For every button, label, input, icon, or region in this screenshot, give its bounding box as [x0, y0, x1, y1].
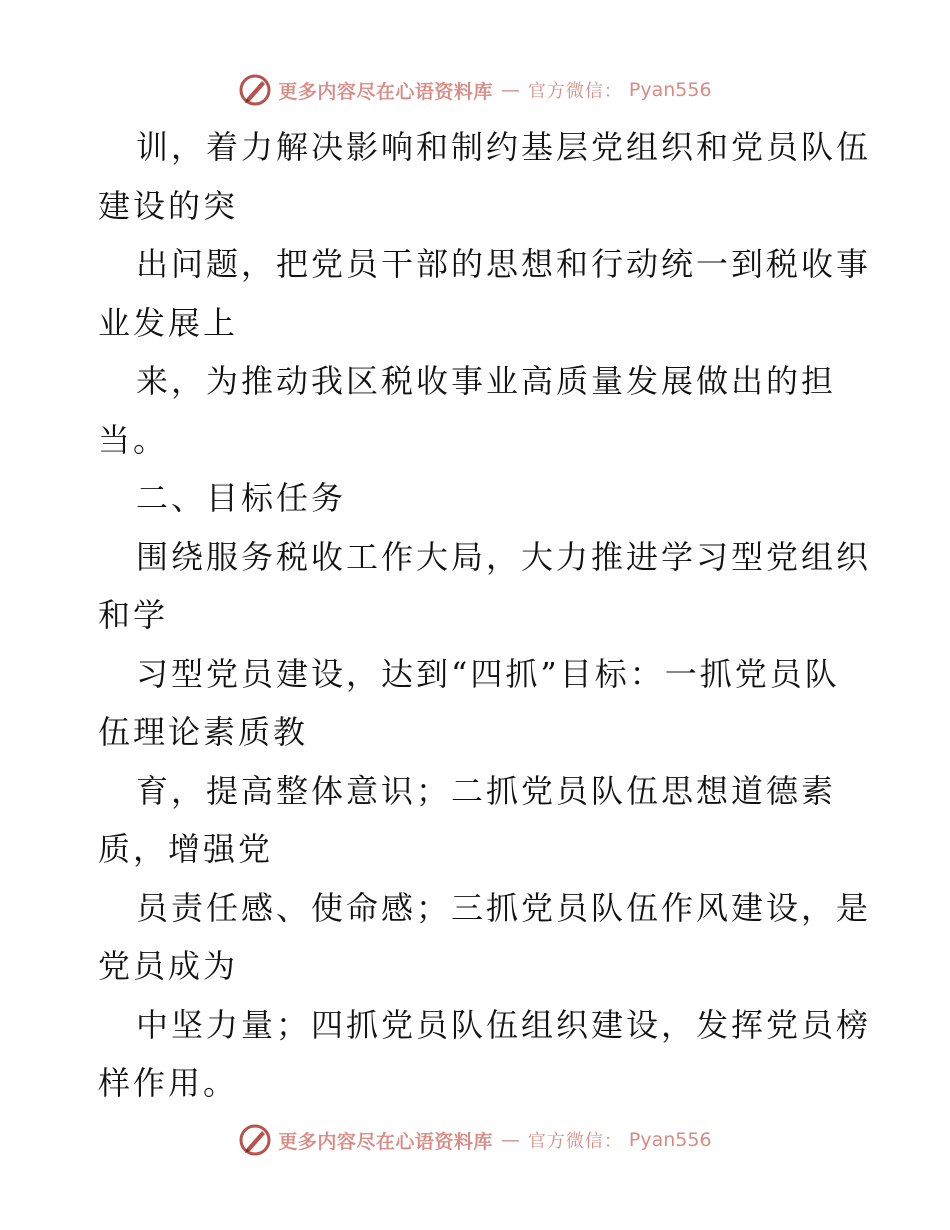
- footer-wechat-id: Pyan556: [628, 1129, 712, 1151]
- text-line: 出问题，把党员干部的思想和行动统一到税收事: [136, 245, 872, 283]
- text-line: 来，为推动我区税收事业高质量发展做出的担: [136, 362, 837, 400]
- text-line: 和学: [98, 596, 169, 634]
- text-line: 建设的突: [98, 186, 239, 225]
- header-banner-inner: [238, 73, 711, 107]
- text-line: 习型党员建设，达到“四抓”目标：一抓党员队: [136, 654, 840, 693]
- footer-banner-inner: [238, 1123, 711, 1157]
- header-banner-title: 更多内容尽在心语资料库: [278, 80, 493, 103]
- header-banner: [0, 70, 950, 110]
- text-line: 质，增强党: [98, 830, 274, 868]
- text-line: 二、目标任务: [136, 479, 347, 517]
- text-line: 中坚力量；四抓党员队伍组织建设，发挥党员榜: [136, 1005, 872, 1044]
- header-banner-dash: —: [500, 79, 520, 101]
- text-line: 围绕服务税收工作大局，大力推进学习型党组织: [136, 537, 872, 576]
- text-line: 样作用。: [98, 1064, 239, 1102]
- footer-wechat-label: 官方微信：: [527, 1131, 623, 1152]
- header-wechat-label: 官方微信：: [527, 81, 623, 102]
- document-body: [98, 118, 872, 1113]
- text-line: 当。: [98, 420, 169, 459]
- footer-banner: [0, 1120, 950, 1160]
- text-line: 员责任感、使命感；三抓党员队伍作风建设，是: [136, 888, 872, 927]
- pen-logo-icon: [238, 1123, 272, 1157]
- text-line: 训，着力解决影响和制约基层党组织和党员队伍: [136, 128, 872, 166]
- text-line: 业发展上: [98, 303, 239, 342]
- text-line: 育，提高整体意识；二抓党员队伍思想道德素: [136, 771, 837, 810]
- footer-banner-title: 更多内容尽在心语资料库: [278, 1130, 493, 1153]
- text-line: 党员成为: [98, 947, 239, 985]
- pen-logo-icon: [238, 73, 272, 107]
- footer-banner-dash: —: [500, 1129, 520, 1151]
- text-line: 伍理论素质教: [98, 713, 309, 751]
- header-wechat-id: Pyan556: [628, 79, 712, 101]
